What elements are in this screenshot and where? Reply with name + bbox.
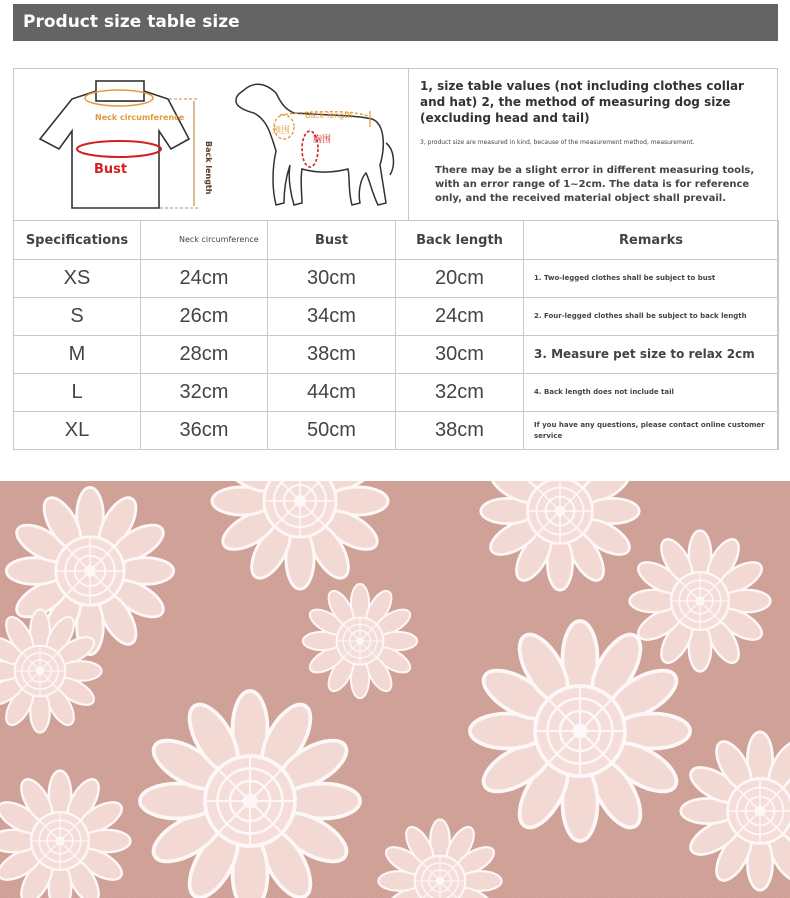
size-notes bbox=[409, 69, 777, 220]
size-cell: M bbox=[14, 336, 141, 374]
size-table bbox=[13, 220, 779, 450]
header-neck-circumference: Neck circumference bbox=[141, 221, 268, 260]
table-header-row bbox=[14, 221, 779, 260]
back-cell: 24cm bbox=[396, 298, 524, 336]
back-cell: 20cm bbox=[396, 260, 524, 298]
dog-neck-label: 颈围 bbox=[272, 126, 291, 136]
table-row bbox=[14, 336, 779, 374]
neck-cell: 24cm bbox=[141, 260, 268, 298]
size-cell: L bbox=[14, 374, 141, 412]
note-main: 1, size table values (not including clothes collar and hat) 2, the method of measuring dog size (excluding head and tail) bbox=[420, 79, 744, 125]
dog-back-label: Back length bbox=[305, 111, 353, 120]
shirt-neck-label: Neck circumference bbox=[95, 113, 185, 122]
dog-diagram bbox=[236, 84, 393, 205]
measurement-illustration bbox=[14, 69, 408, 220]
page-title: Product size table size bbox=[23, 12, 240, 32]
neck-cell: 32cm bbox=[141, 374, 268, 412]
remark-cell: 3. Measure pet size to relax 2cm bbox=[524, 336, 779, 374]
remark-cell: If you have any questions, please contact online customer service bbox=[524, 412, 779, 450]
shirt-back-label: Back length bbox=[204, 141, 213, 195]
size-cell: S bbox=[14, 298, 141, 336]
back-cell: 30cm bbox=[396, 336, 524, 374]
measurement-diagram bbox=[14, 69, 409, 220]
remark-cell: 4. Back length does not include tail bbox=[524, 374, 779, 412]
neck-cell: 28cm bbox=[141, 336, 268, 374]
bust-cell: 34cm bbox=[268, 298, 396, 336]
bust-cell: 50cm bbox=[268, 412, 396, 450]
size-cell: XL bbox=[14, 412, 141, 450]
back-cell: 32cm bbox=[396, 374, 524, 412]
size-cell: XS bbox=[14, 260, 141, 298]
header-back-length: Back length bbox=[396, 221, 524, 260]
page-header bbox=[13, 4, 778, 41]
remark-cell: 1. Two-legged clothes shall be subject to bust bbox=[524, 260, 779, 298]
lace-fabric-photo bbox=[0, 481, 790, 898]
shirt-bust-label: Bust bbox=[94, 162, 128, 177]
note-measurement: 3, product size are measured in kind, because of the measurement method, measurement. bbox=[420, 139, 695, 146]
header-remarks: Remarks bbox=[524, 221, 779, 260]
table-row bbox=[14, 412, 779, 450]
bust-cell: 30cm bbox=[268, 260, 396, 298]
bust-cell: 44cm bbox=[268, 374, 396, 412]
lace-pattern bbox=[0, 481, 790, 898]
header-bust: Bust bbox=[268, 221, 396, 260]
size-chart-panel bbox=[13, 68, 778, 450]
header-specifications: Specifications bbox=[14, 221, 141, 260]
table-row bbox=[14, 298, 779, 336]
neck-cell: 36cm bbox=[141, 412, 268, 450]
dog-chest-label: 胸围 bbox=[313, 135, 332, 145]
neck-cell: 26cm bbox=[141, 298, 268, 336]
table-row bbox=[14, 374, 779, 412]
note-tools-error: There may be a slight error in different measuring tools, with an error range of 1~2cm. The data is for reference only, and the received material object shall prevail. bbox=[435, 165, 755, 204]
remark-cell: 2. Four-legged clothes shall be subject to back length bbox=[524, 298, 779, 336]
bust-cell: 38cm bbox=[268, 336, 396, 374]
table-row bbox=[14, 260, 779, 298]
back-cell: 38cm bbox=[396, 412, 524, 450]
shirt-diagram bbox=[40, 81, 213, 208]
